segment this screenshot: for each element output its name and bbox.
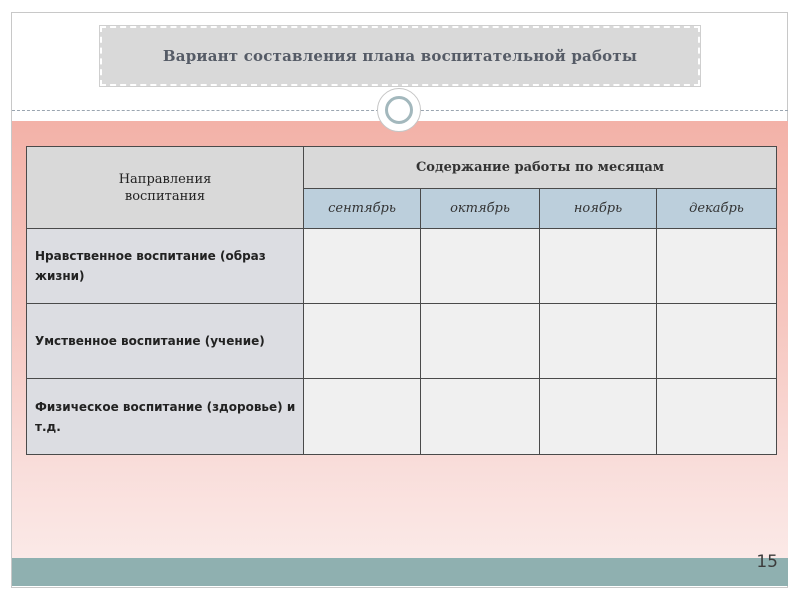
table-cell xyxy=(304,229,421,304)
slide-title: Вариант составления плана воспитательной работы xyxy=(162,47,638,65)
month-header-september: сентябрь xyxy=(304,189,421,229)
row-label-mental: Умственное воспитание (учение) xyxy=(27,304,304,379)
table-cell xyxy=(540,229,657,304)
table-cell xyxy=(540,304,657,379)
table-cell xyxy=(421,304,540,379)
title-box xyxy=(100,26,700,86)
table-row xyxy=(27,304,777,379)
table-cell xyxy=(421,379,540,455)
table-row xyxy=(27,379,777,455)
table-cell xyxy=(304,304,421,379)
plan-table xyxy=(26,146,777,455)
table-cell xyxy=(657,304,777,379)
row-label-physical: Физическое воспитание (здоровье) и т.д. xyxy=(27,379,304,455)
month-header-december: декабрь xyxy=(657,189,777,229)
row-label-moral: Нравственное воспитание (образ жизни) xyxy=(27,229,304,304)
bottom-bar xyxy=(12,558,788,586)
circle-ornament-inner xyxy=(385,96,413,124)
month-header-october: октябрь xyxy=(421,189,540,229)
table-cell xyxy=(540,379,657,455)
content-header: Содержание работы по месяцам xyxy=(304,147,777,189)
page-number: 15 xyxy=(756,552,778,572)
direction-header xyxy=(27,147,304,229)
table-row xyxy=(27,229,777,304)
table-cell xyxy=(657,229,777,304)
table-cell xyxy=(421,229,540,304)
month-header-november: ноябрь xyxy=(540,189,657,229)
table-cell xyxy=(657,379,777,455)
direction-header-text: Направления воспитания xyxy=(118,171,212,204)
table-cell xyxy=(304,379,421,455)
circle-ornament-icon xyxy=(377,88,421,132)
